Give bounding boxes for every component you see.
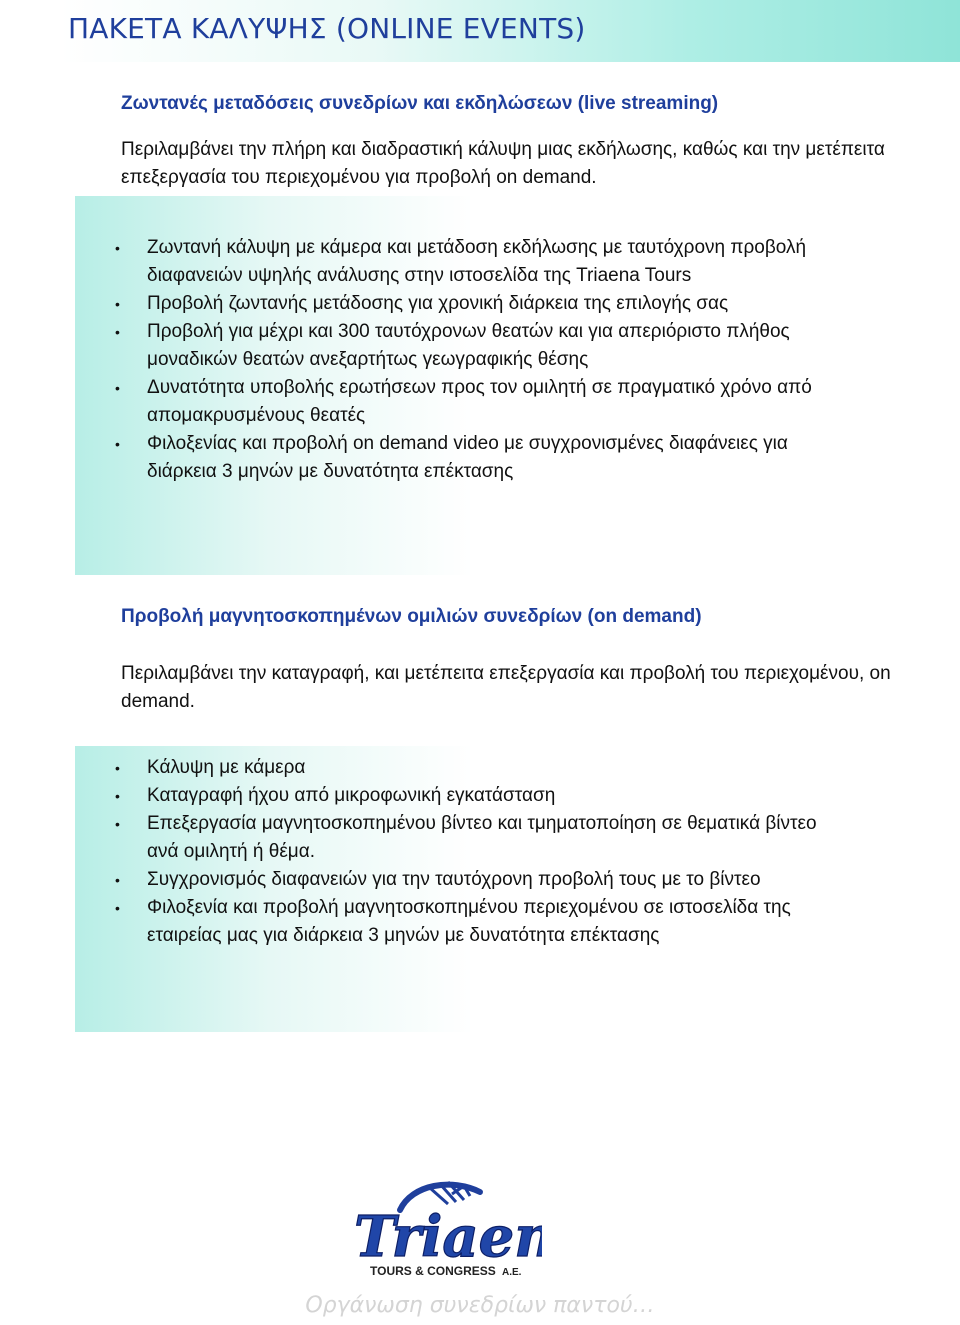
triaena-logo [352, 1180, 542, 1280]
section2-heading: Προβολή μαγνητοσκοπημένων ομιλιών συνεδρίων (on demand) [121, 606, 702, 627]
logo-suffix: A.E. [502, 1267, 522, 1278]
list-item [115, 810, 847, 866]
list-item-text: Συγχρονισμός διαφανειών για την ταυτόχρονη προβολή τους με το βίντεο [147, 869, 761, 890]
list-item [115, 430, 847, 486]
list-item [115, 782, 847, 810]
section2-bullet-list [115, 754, 847, 950]
bullet-icon: • [115, 816, 120, 832]
list-item [115, 866, 847, 894]
bullet-icon: • [115, 788, 120, 804]
list-item-text: Κάλυψη με κάμερα [147, 757, 306, 778]
list-item [115, 290, 847, 318]
bullet-icon: • [115, 900, 120, 916]
section1-heading: Ζωντανές μεταδόσεις συνεδρίων και εκδηλώσεων (live streaming) [121, 93, 719, 114]
bullet-icon: • [115, 296, 120, 312]
list-item [115, 754, 847, 782]
logo-tagline: TOURS & CONGRESS [370, 1264, 496, 1278]
footer-slogan: Οργάνωση συνεδρίων παντού… [305, 1293, 655, 1318]
bullet-icon: • [115, 380, 120, 396]
trident-logo-icon [352, 1180, 542, 1280]
list-item-text: Προβολή για μέχρι και 300 ταυτόχρονων θεατών και για απεριόριστο πλήθος μοναδικών θεατών ανεξαρτήτως γεωγραφικής θέσης [147, 321, 790, 370]
list-item-text: Δυνατότητα υποβολής ερωτήσεων προς τον ομιλητή σε πραγματικό χρόνο από απομακρυσμένους θεατές [147, 377, 812, 426]
list-item [115, 234, 847, 290]
page-title: ΠΑΚΕΤΑ ΚΑΛΥΨΗΣ (ONLINE EVENTS) [68, 12, 586, 45]
bullet-icon: • [115, 760, 120, 776]
section2-intro: Περιλαμβάνει την καταγραφή, και μετέπειτα επεξεργασία και προβολή του περιεχομένου, on demand. [121, 663, 891, 712]
list-item-text: Επεξεργασία μαγνητοσκοπημένου βίντεο και τμηματοποίηση σε θεματικά βίντεο ανά ομιλητή ή θέμα. [147, 813, 817, 862]
list-item-text: Φιλοξενίας και προβολή on demand video με συγχρονισμένες διαφάνειες για διάρκεια 3 μηνών με δυνατότητα επέκτασης [147, 433, 788, 482]
bullet-icon: • [115, 324, 120, 340]
list-item-text: Φιλοξενία και προβολή μαγνητοσκοπημένου περιεχομένου σε ιστοσελίδα της εταιρείας μας για διάρκεια 3 μηνών με δυνατότητα επέκτασης [147, 897, 791, 946]
list-item [115, 318, 847, 374]
logo-wordmark: Triae [354, 1204, 515, 1270]
bullet-icon: • [115, 436, 120, 452]
list-item-text: Ζωντανή κάλυψη με κάμερα και μετάδοση εκδήλωσης με ταυτόχρονη προβολή διαφανειών υψηλής ανάλυσης στην ιστοσελίδα της Triaena Tours [147, 237, 807, 286]
section1-intro: Περιλαμβάνει την πλήρη και διαδραστική κάλυψη μιας εκδήλωσης, καθώς και την μετέπειτα επεξεργασία του περιεχομένου για προβολή on demand. [121, 139, 885, 188]
list-item [115, 374, 847, 430]
bullet-icon: • [115, 872, 120, 888]
list-item-text: Προβολή ζωντανής μετάδοσης για χρονική διάρκεια της επιλογής σας [147, 293, 729, 314]
section1-bullet-list [115, 234, 847, 486]
bullet-icon: • [115, 240, 120, 256]
list-item-text: Καταγραφή ήχου από μικροφωνική εγκατάσταση [147, 785, 556, 806]
list-item [115, 894, 847, 950]
